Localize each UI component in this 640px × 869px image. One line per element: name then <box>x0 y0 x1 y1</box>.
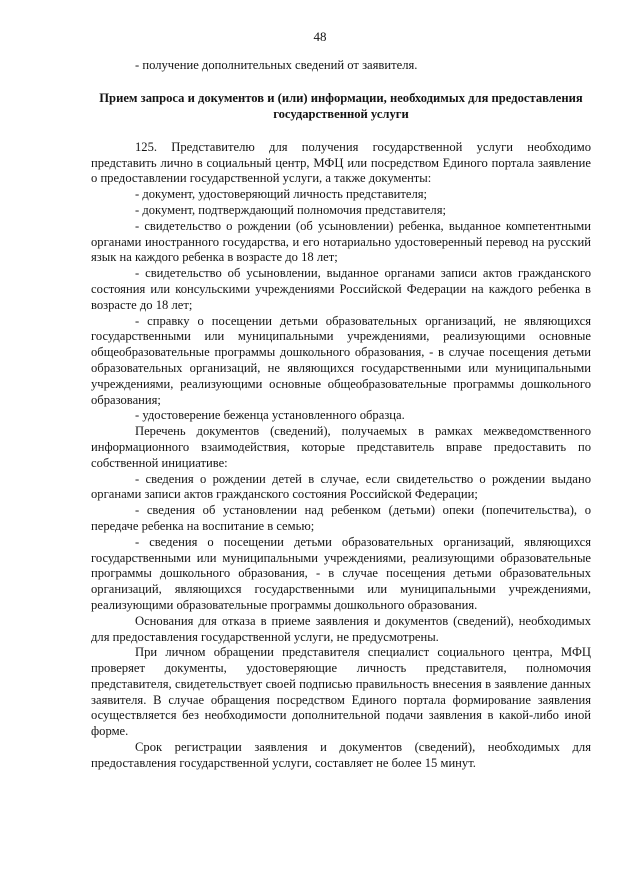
document-body <box>91 58 591 772</box>
paragraph-refusal-grounds: Основания для отказа в приеме заявления и документов (сведений), необходимых для предоставления государственной услуги, не предусмотрены. <box>91 613 591 644</box>
section-heading: Прием запроса и документов и (или) информации, необходимых для предоставления государственной услуги <box>99 90 583 121</box>
list-item-refugee-certificate: - удостоверение беженца установленного образца. <box>135 408 405 423</box>
paragraph-125-intro: 125. Представителю для получения государственной услуги необходимо представить лично в социальный центр, МФЦ или посредством Единого портала заявление о предоставлении государственной услуги, а также документы: <box>91 139 591 186</box>
list-item-identity-document: - документ, удостоверяющий личность представителя; <box>135 187 428 202</box>
paragraph-personal-application: При личном обращении представителя специалист социального центра, МФЦ проверяет документы, удостоверяющие личность представителя, полномочия представителя, свидетельствует своей подписью правильность внесения в заявление данных заявителя. В случае обращения посредством Единого портала формирование заявления осуществляется без необходимости дополнительной подачи заявления в какой-либо иной форме. <box>91 645 591 739</box>
page-number: 48 <box>313 29 327 44</box>
list-item-authority-document: - документ, подтверждающий полномочия представителя; <box>135 202 447 217</box>
list-item-state-school-information: - сведения о посещении детьми образовательных организаций, являющихся государственными или муниципальными учреждениями, реализующими образовательные программы дошкольного образования, - в случае посещения детьми образовательных организаций, являющихся государственными или муниципальными учреждениями, реализующими образовательные программы дошкольного образования. <box>91 534 591 612</box>
list-item-nonstate-school-certificate: - справку о посещении детьми образовательных организаций, не являющихся государственными или муниципальными учреждениями, реализующими основные общеобразовательные программы дошкольного образования, - в случае посещения детьми образовательных организаций, не являющихся государственными или муниципальными учреждениями, реализующими основные общеобразовательные программы дошкольного образования; <box>91 313 591 407</box>
list-item-foreign-birth-certificate: - свидетельство о рождении (об усыновлении) ребенка, выданное компетентными органами иностранного государства, и его нотариально удостоверенный перевод на русский язык на каждого ребенка в возрасте до 18 лет; <box>91 218 591 265</box>
list-item-birth-information: - сведения о рождении детей в случае, если свидетельство о рождении выдано органами записи актов гражданского состояния Российской Федерации; <box>91 471 591 502</box>
intro-line: - получение дополнительных сведений от заявителя. <box>135 58 418 72</box>
list-item-adoption-certificate: - свидетельство об усыновлении, выданное органами записи актов гражданского состояния или консульскими учреждениями Российской Федерации на каждого ребенка в возрасте до 18 лет; <box>91 266 591 312</box>
paragraph-registration-term: Срок регистрации заявления и документов (сведений), необходимых для предоставления государственной услуги, составляет не более 15 минут. <box>91 740 591 770</box>
list-item-guardianship-information: - сведения об установлении над ребенком (детьми) опеки (попечительства), о передаче ребенка на воспитание в семью; <box>91 503 591 533</box>
paragraph-interagency-documents: Перечень документов (сведений), получаемых в рамках межведомственного информационного взаимодействия, которые представитель вправе предоставить по собственной инициативе: <box>91 424 591 470</box>
